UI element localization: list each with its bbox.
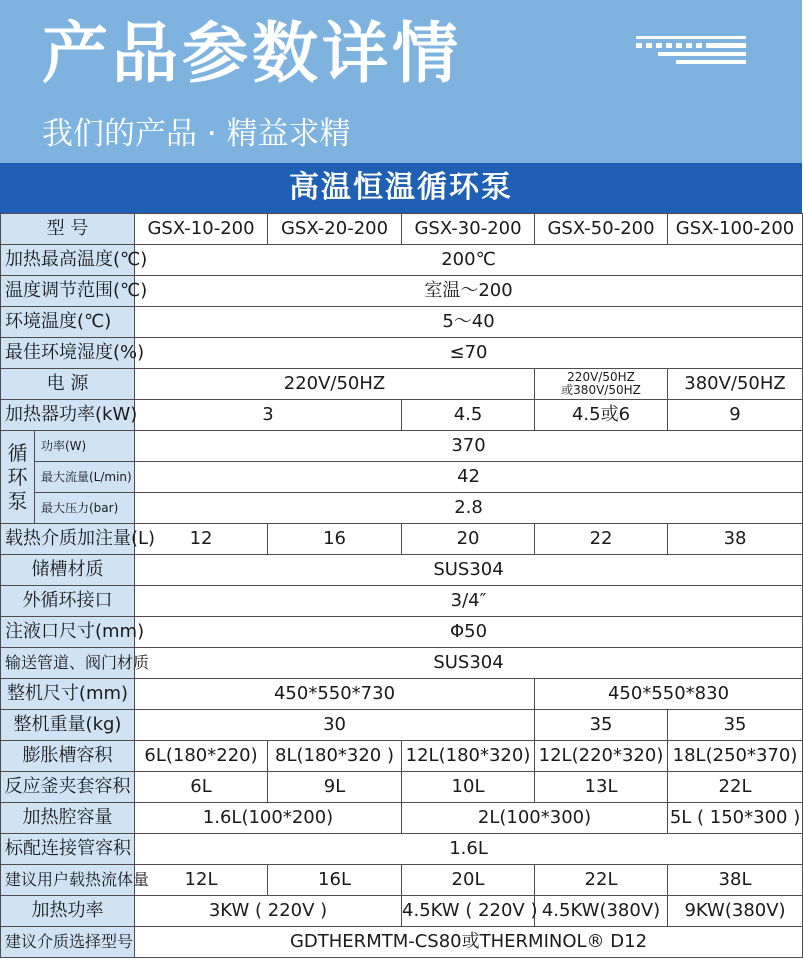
label-user-fluid: 建议用户载热流体量 bbox=[1, 865, 135, 896]
value-user-fluid: 20L bbox=[402, 865, 535, 896]
value-dimensions: 450*550*730 bbox=[135, 679, 535, 710]
value-heat-power: 4.5KW ( 220V ) bbox=[402, 896, 535, 927]
value-jacket-volume: 6L bbox=[135, 772, 268, 803]
label-model: 型 号 bbox=[1, 214, 135, 245]
label-expansion-tank: 膨胀槽容积 bbox=[1, 741, 135, 772]
value-medium-volume: 22 bbox=[535, 524, 668, 555]
label-power-supply: 电 源 bbox=[1, 369, 135, 400]
value-heating-chamber: 2L(100*300) bbox=[402, 803, 668, 834]
value-pipe-volume: 1.6L bbox=[135, 834, 803, 865]
row-expansion-tank bbox=[1, 741, 803, 772]
label-heater-power: 加热器功率(kW) bbox=[1, 400, 135, 431]
label-heating-chamber: 加热腔容量 bbox=[1, 803, 135, 834]
label-fill-port: 注液口尺寸(mm) bbox=[1, 617, 135, 648]
label-pipe-material: 输送管道、阀门材质 bbox=[1, 648, 135, 679]
power-supply-dual-line2: 或380V/50HZ bbox=[561, 383, 641, 397]
value-expansion-tank: 12L(220*320) bbox=[535, 741, 668, 772]
label-pump-flow: 最大流量(L/min) bbox=[35, 462, 135, 493]
value-power-supply-dual bbox=[535, 369, 668, 400]
value-heater-power: 3 bbox=[135, 400, 402, 431]
stripes-decoration-icon bbox=[636, 36, 746, 68]
row-tank-material bbox=[1, 555, 803, 586]
label-weight: 整机重量(kg) bbox=[1, 710, 135, 741]
value-fill-port: Φ50 bbox=[135, 617, 803, 648]
row-fill-port bbox=[1, 617, 803, 648]
value-weight: 35 bbox=[668, 710, 803, 741]
value-user-fluid: 38L bbox=[668, 865, 803, 896]
value-pump-flow: 42 bbox=[135, 462, 803, 493]
value-heater-power: 9 bbox=[668, 400, 803, 431]
value-env-humidity: ≤70 bbox=[135, 338, 803, 369]
row-power-supply bbox=[1, 369, 803, 400]
value-heating-chamber: 1.6L(100*200) bbox=[135, 803, 402, 834]
value-env-temp: 5～40 bbox=[135, 307, 803, 338]
row-pump-power bbox=[1, 431, 803, 462]
label-pump-group bbox=[1, 431, 35, 524]
row-user-fluid bbox=[1, 865, 803, 896]
label-medium-volume: 载热介质加注量(L) bbox=[1, 524, 135, 555]
spec-table bbox=[0, 213, 803, 958]
value-dimensions: 450*550*830 bbox=[535, 679, 803, 710]
value-heating-chamber: 5L ( 150*300 ) bbox=[668, 803, 803, 834]
label-jacket-volume: 反应釜夹套容积 bbox=[1, 772, 135, 803]
label-pump-power: 功率(W) bbox=[35, 431, 135, 462]
value-pump-power: 370 bbox=[135, 431, 803, 462]
value-medium-volume: 16 bbox=[268, 524, 402, 555]
value-max-temp: 200℃ bbox=[135, 245, 803, 276]
label-heat-power: 加热功率 bbox=[1, 896, 135, 927]
header-banner bbox=[0, 0, 802, 163]
value-jacket-volume: 9L bbox=[268, 772, 402, 803]
label-dimensions: 整机尺寸(mm) bbox=[1, 679, 135, 710]
row-medium-model bbox=[1, 927, 803, 958]
pump-label-text: 循环泵 bbox=[7, 441, 28, 513]
value-heater-power: 4.5 bbox=[402, 400, 535, 431]
value-weight: 35 bbox=[535, 710, 668, 741]
power-supply-dual-line1: 220V/50HZ bbox=[567, 370, 635, 384]
value-power-supply-220: 220V/50HZ bbox=[135, 369, 535, 400]
value-medium-volume: 12 bbox=[135, 524, 268, 555]
label-pump-pressure: 最大压力(bar) bbox=[35, 493, 135, 524]
label-tank-material: 储槽材质 bbox=[1, 555, 135, 586]
model-cell: GSX-50-200 bbox=[535, 214, 668, 245]
row-medium-volume bbox=[1, 524, 803, 555]
value-medium-volume: 20 bbox=[402, 524, 535, 555]
value-jacket-volume: 10L bbox=[402, 772, 535, 803]
value-ext-port: 3/4″ bbox=[135, 586, 803, 617]
value-weight: 30 bbox=[135, 710, 535, 741]
value-tank-material: SUS304 bbox=[135, 555, 803, 586]
model-cell: GSX-10-200 bbox=[135, 214, 268, 245]
value-pump-pressure: 2.8 bbox=[135, 493, 803, 524]
model-cell: GSX-30-200 bbox=[402, 214, 535, 245]
value-expansion-tank: 12L(180*320) bbox=[402, 741, 535, 772]
label-env-temp: 环境温度(℃) bbox=[1, 307, 135, 338]
row-pump-pressure bbox=[1, 493, 803, 524]
value-heat-power: 3KW ( 220V ) bbox=[135, 896, 402, 927]
row-jacket-volume bbox=[1, 772, 803, 803]
value-power-supply-380: 380V/50HZ bbox=[668, 369, 803, 400]
value-user-fluid: 22L bbox=[535, 865, 668, 896]
model-cell: GSX-20-200 bbox=[268, 214, 402, 245]
row-heating-chamber bbox=[1, 803, 803, 834]
value-heat-power: 9KW(380V) bbox=[668, 896, 803, 927]
row-pipe-material bbox=[1, 648, 803, 679]
page-title: 产品参数详情 bbox=[42, 15, 462, 92]
row-ext-port bbox=[1, 586, 803, 617]
value-expansion-tank: 6L(180*220) bbox=[135, 741, 268, 772]
row-model bbox=[1, 214, 803, 245]
label-ext-port: 外循环接口 bbox=[1, 586, 135, 617]
value-expansion-tank: 8L(180*320 ) bbox=[268, 741, 402, 772]
value-temp-range: 室温～200 bbox=[135, 276, 803, 307]
product-title-bar: 高温恒温循环泵 bbox=[0, 163, 802, 213]
value-jacket-volume: 13L bbox=[535, 772, 668, 803]
row-weight bbox=[1, 710, 803, 741]
row-temp-range bbox=[1, 276, 803, 307]
value-pipe-material: SUS304 bbox=[135, 648, 803, 679]
value-user-fluid: 16L bbox=[268, 865, 402, 896]
model-cell: GSX-100-200 bbox=[668, 214, 803, 245]
row-env-temp bbox=[1, 307, 803, 338]
row-heater-power bbox=[1, 400, 803, 431]
row-pump-flow bbox=[1, 462, 803, 493]
value-heater-power: 4.5或6 bbox=[535, 400, 668, 431]
value-expansion-tank: 18L(250*370) bbox=[668, 741, 803, 772]
row-dimensions bbox=[1, 679, 803, 710]
value-jacket-volume: 22L bbox=[668, 772, 803, 803]
row-max-temp bbox=[1, 245, 803, 276]
value-user-fluid: 12L bbox=[135, 865, 268, 896]
row-heat-power bbox=[1, 896, 803, 927]
row-pipe-volume bbox=[1, 834, 803, 865]
row-env-humidity bbox=[1, 338, 803, 369]
value-medium-model: GDTHERMTM-CS80或THERMINOL® D12 bbox=[135, 927, 803, 958]
value-medium-volume: 38 bbox=[668, 524, 803, 555]
label-max-temp: 加热最高温度(℃) bbox=[1, 245, 135, 276]
label-pipe-volume: 标配连接管容积 bbox=[1, 834, 135, 865]
label-temp-range: 温度调节范围(℃) bbox=[1, 276, 135, 307]
label-medium-model: 建议介质选择型号 bbox=[1, 927, 135, 958]
page-subtitle: 我们的产品 · 精益求精 bbox=[42, 116, 351, 152]
label-env-humidity: 最佳环境湿度(%) bbox=[1, 338, 135, 369]
value-heat-power: 4.5KW(380V) bbox=[535, 896, 668, 927]
